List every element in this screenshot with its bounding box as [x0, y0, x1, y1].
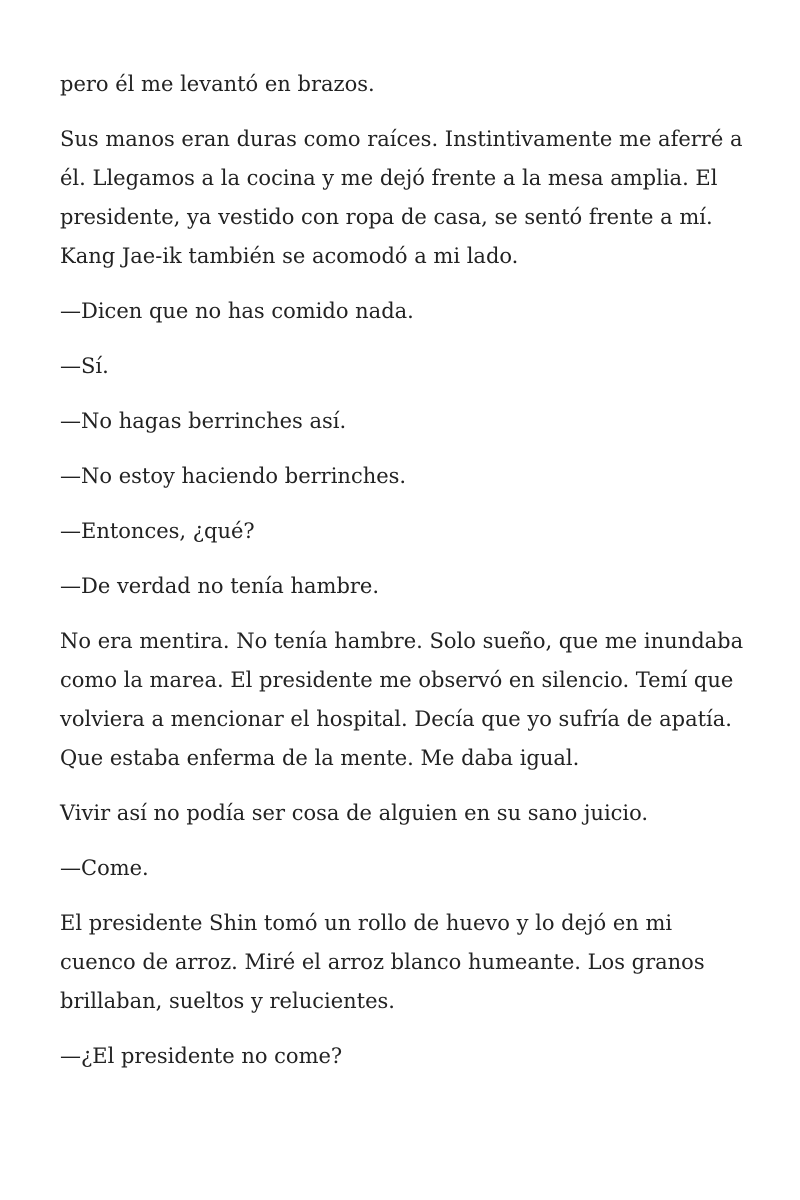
paragraph: Sus manos eran duras como raíces. Instintivamente me aferré a él. Llegamos a la cocina y me dejó frente a la mesa amplia. El presidente, ya vestido con ropa de casa, se sentó frente a mí. Kang Jae-ik también se acomodó a mi lado. [60, 127, 743, 268]
paragraph: pero él me levantó en brazos. [60, 72, 375, 96]
dialogue-line: —Dicen que no has comido nada. [60, 299, 414, 323]
paragraph: El presidente Shin tomó un rollo de huevo y lo dejó en mi cuenco de arroz. Miré el arroz blanco humeante. Los granos brillaban, sueltos y relucientes. [60, 911, 705, 1013]
dialogue-line: —No estoy haciendo berrinches. [60, 464, 407, 488]
dialogue-line: —Entonces, ¿qué? [60, 519, 255, 543]
paragraph: No era mentira. No tenía hambre. Solo sueño, que me inundaba como la marea. El presidente me observó en silencio. Temí que volviera a mencionar el hospital. Decía que yo sufría de apatía. Que estaba enferma de la mente. Me daba igual. [60, 629, 744, 770]
dialogue-line: —Come. [60, 856, 149, 880]
paragraph: Vivir así no podía ser cosa de alguien en su sano juicio. [60, 801, 649, 825]
dialogue-line: —No hagas berrinches así. [60, 409, 347, 433]
dialogue-line: —¿El presidente no come? [60, 1044, 343, 1068]
reader-page [60, 65, 750, 1092]
dialogue-line: —De verdad no tenía hambre. [60, 574, 380, 598]
dialogue-line: —Sí. [60, 354, 109, 378]
